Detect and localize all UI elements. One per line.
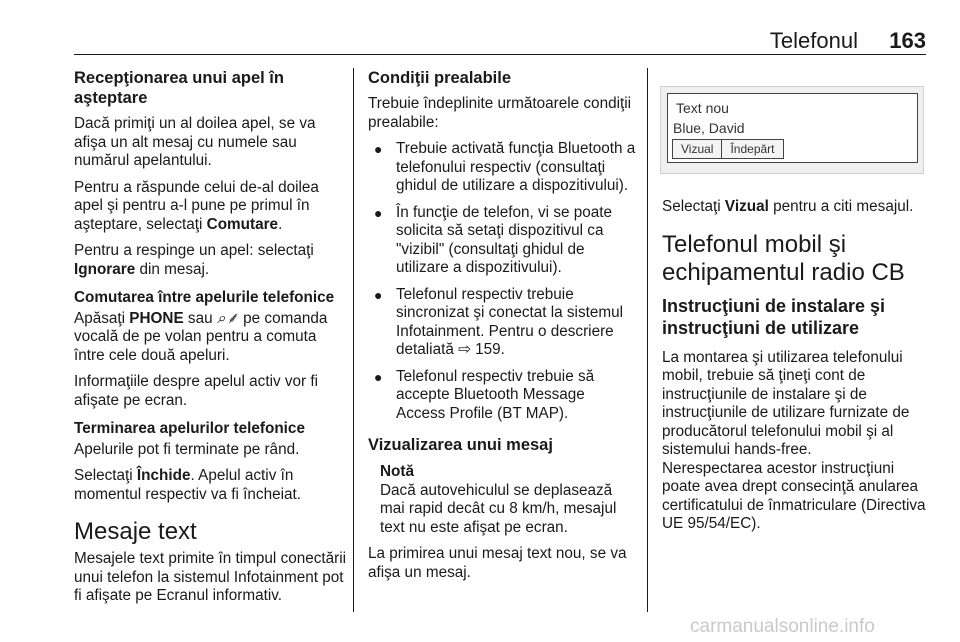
heading-install-instructions: Instrucţiuni de instalare şi instrucţiuni de utilizare: [662, 295, 886, 338]
voice-control-icon: ⌕⸙: [216, 309, 239, 327]
page-number: 163: [889, 28, 926, 53]
column-divider-1: [353, 68, 354, 612]
paragraph-answer-second: Pentru a răspunde celui de-al doilea apel şi pentru a-l pune pe primul în aşteptare, selectaţi Comutare.: [74, 178, 319, 233]
term-phone: PHONE: [129, 309, 184, 327]
watermark: carmanualsonline.info: [690, 616, 875, 637]
heading-end-calls: Terminarea apelurilor telefonice: [74, 420, 305, 437]
paragraph-reject-call: Pentru a respinge un apel: selectaţi Ignorare din mesaj.: [74, 242, 314, 278]
bullet-icon: ●: [374, 141, 383, 157]
term-vizual: Vizual: [724, 198, 769, 215]
view-button[interactable]: Vizual: [672, 139, 722, 159]
heading-view-message: Vizualizarea unui mesaj: [368, 436, 553, 454]
paragraph-active-call-info: Informaţiile despre apelul activ vor fi afişate pe ecran.: [74, 373, 319, 409]
list-item: ● Telefonul respectiv trebuie să accepte Bluetooth Message Access Profile (BT MAP).: [374, 367, 595, 422]
prerequisites-list: [368, 140, 636, 423]
bullet-icon: ●: [374, 204, 383, 221]
popup-buttons: [672, 139, 784, 159]
heading-text-messages: Mesaje text: [74, 518, 197, 545]
bullet-icon: ●: [374, 368, 383, 385]
bullet-icon: ●: [374, 286, 383, 303]
paragraph-noncompliance: Nerespectarea acestor instrucţiuni poate avea drept consecinţă anularea certificatului de înmatriculare (Directiva UE 95/54/EC).: [662, 459, 926, 532]
list-item: ● În funcţie de telefon, vi se poate solicita să setaţi dispozitivul ca "vizibil" (consultaţi ghidul de utilizare a dispozitivului).: [374, 203, 613, 276]
infotainment-screen-illustration: [660, 86, 924, 174]
paragraph-end-one-by-one: Apelurile pot fi terminate pe rând.: [74, 440, 300, 458]
list-item: ● Trebuie activată funcţia Bluetooth a telefonului respectiv (consultaţi ghidul de utilizare a dispozitivului).: [374, 140, 636, 194]
heading-call-waiting: Recepţionarea unui apel în aşteptare: [74, 69, 284, 107]
popup-sender: Blue, David: [673, 120, 745, 136]
popup-title: Text nou: [676, 100, 729, 116]
message-popup: [667, 93, 918, 163]
list-item: ● Telefonul respectiv trebuie sincronizat şi conectat la sistemul Infotainment. Pentru o descriere detaliată ⇨ 159.: [374, 285, 623, 358]
column-3: [662, 68, 930, 542]
heading-prerequisites: Condiţii prealabile: [368, 69, 512, 87]
paragraph-messages-display: Mesajele text primite în timpul conectării unui telefon la sistemul Infotainment pot fi afişate pe Ecranul informativ.: [74, 550, 347, 604]
note-title: Notă: [380, 463, 414, 480]
paragraph-switch: Apăsaţi PHONE sau ⌕⸙ pe comanda vocală de pe volan pentru a comuta între cele două apeluri.: [74, 309, 328, 364]
paragraph-new-message: La primirea unui mesaj text nou, se va afişa un mesaj.: [368, 545, 627, 581]
paragraph-select-view: Selectaţi Vizual pentru a citi mesajul.: [662, 198, 914, 215]
section-title: Telefonul: [769, 28, 858, 53]
heading-mobile-cb: Telefonul mobil şi echipamentul radio CB: [662, 230, 905, 286]
column-divider-2: [647, 68, 648, 612]
column-1: [74, 68, 348, 614]
note-text: Dacă autovehiculul se deplasează mai rapid decât cu 8 km/h, mesajul text nu este afişat pe ecran.: [380, 481, 617, 536]
term-inchide: Închide: [136, 467, 191, 484]
term-comutare: Comutare: [206, 215, 279, 233]
paragraph-prerequisites-intro: Trebuie îndeplinite următoarele condiţii prealabile:: [368, 95, 632, 131]
term-ignorare: Ignorare: [74, 260, 136, 278]
note-box: [380, 463, 636, 537]
header-divider: [74, 54, 926, 55]
heading-switch-calls: Comutarea între apelurile telefonice: [74, 289, 335, 306]
dismiss-button[interactable]: Îndepărt: [722, 139, 783, 159]
paragraph-second-call: Dacă primiţi un al doilea apel, se va afişa un alt mesaj cu numele sau numărul apelantului.: [74, 115, 316, 169]
column-2: [368, 68, 636, 590]
paragraph-end-active: Selectaţi Închide. Apelul activ în momentul respectiv va fi încheiat.: [74, 467, 302, 503]
paragraph-install-note: La montarea şi utilizarea telefonului mobil, trebuie să ţineţi cont de instrucţiunile de instalare şi de instrucţiunile de utilizare furnizate de producătorul telefonului mobil şi al sistemului hands-free.: [662, 348, 910, 458]
page-header: [0, 28, 960, 52]
